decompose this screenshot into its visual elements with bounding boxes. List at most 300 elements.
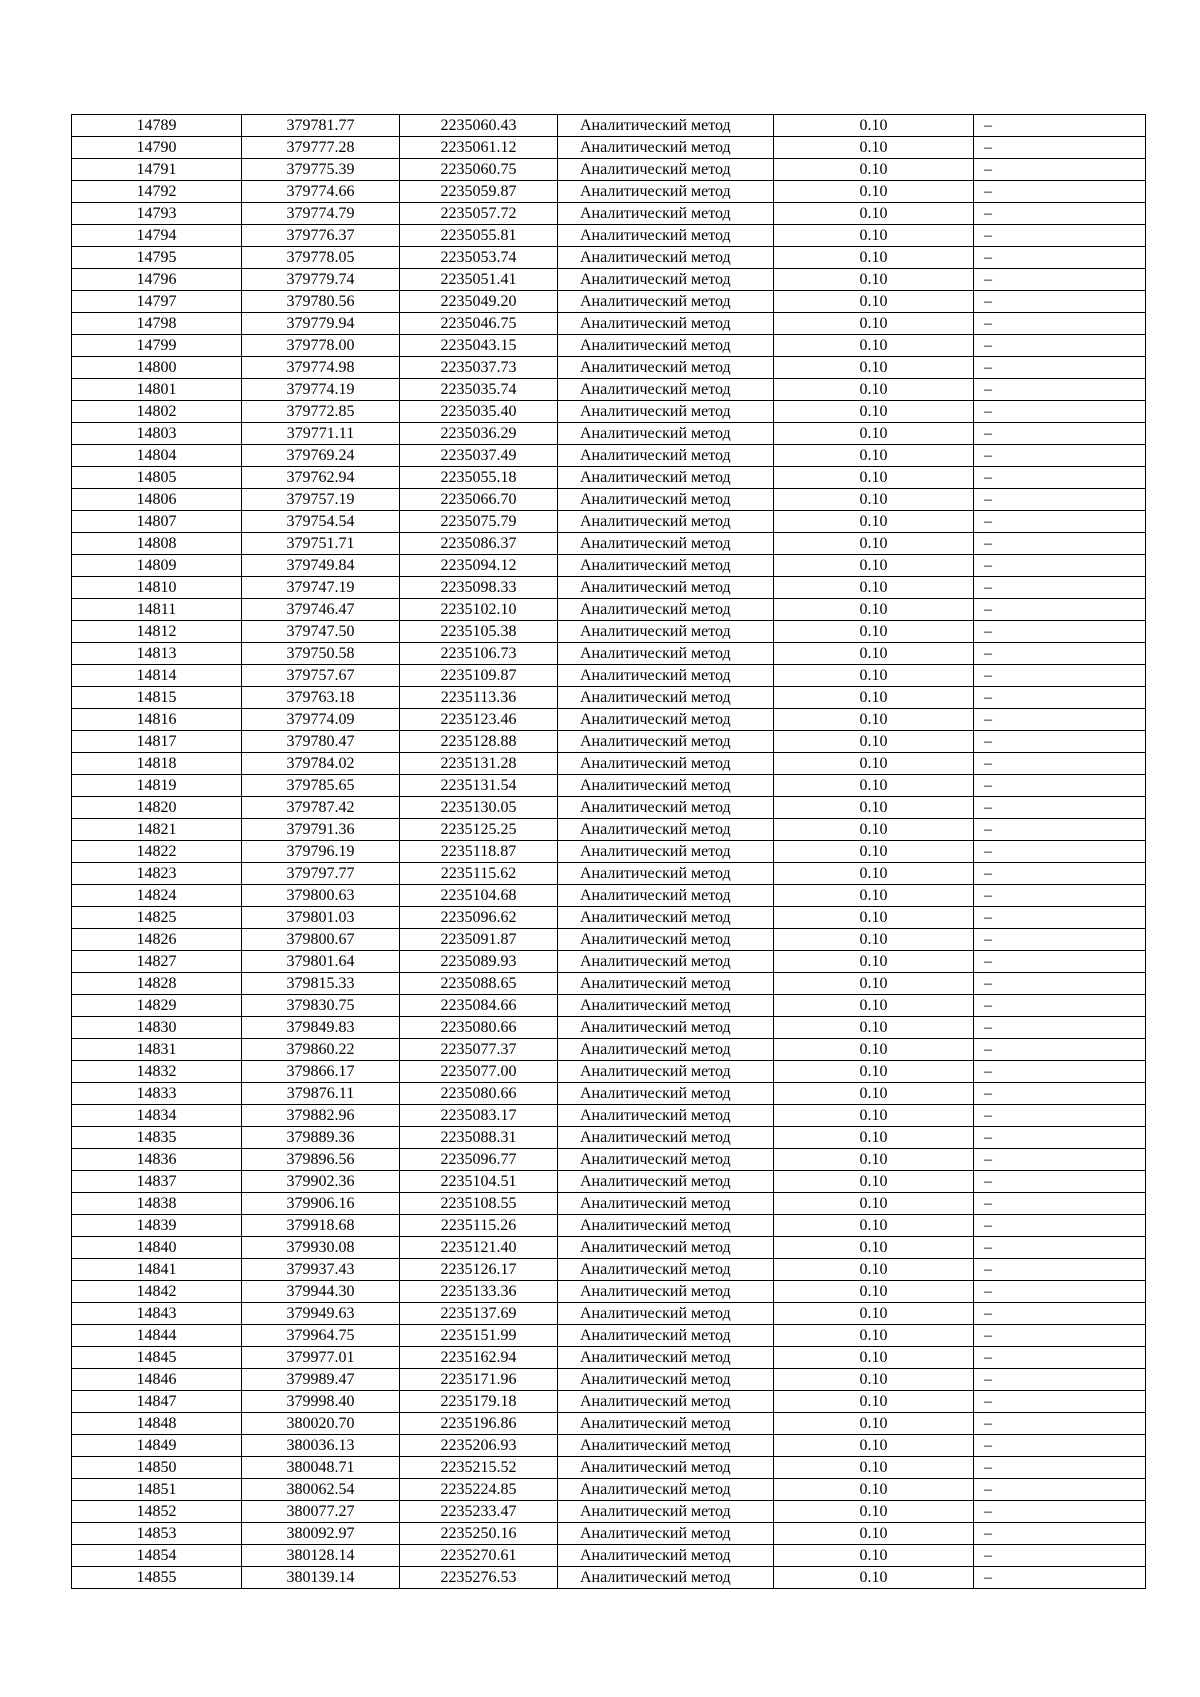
x-coordinate-cell: 379882.96 <box>242 1105 400 1127</box>
y-coordinate-cell: 2235206.93 <box>400 1435 558 1457</box>
method-cell: Аналитический метод <box>558 137 774 159</box>
note-cell: – <box>974 555 1146 577</box>
y-coordinate-cell: 2235151.99 <box>400 1325 558 1347</box>
point-number-cell: 14803 <box>72 423 242 445</box>
x-coordinate-cell: 379776.37 <box>242 225 400 247</box>
method-cell: Аналитический метод <box>558 489 774 511</box>
note-cell: – <box>974 643 1146 665</box>
table-row <box>72 1369 1146 1391</box>
method-cell: Аналитический метод <box>558 863 774 885</box>
accuracy-cell: 0.10 <box>774 929 974 951</box>
method-cell: Аналитический метод <box>558 1567 774 1589</box>
accuracy-cell: 0.10 <box>774 1567 974 1589</box>
table-row <box>72 1061 1146 1083</box>
x-coordinate-cell: 379778.05 <box>242 247 400 269</box>
method-cell: Аналитический метод <box>558 1039 774 1061</box>
x-coordinate-cell: 379801.64 <box>242 951 400 973</box>
point-number-cell: 14825 <box>72 907 242 929</box>
method-cell: Аналитический метод <box>558 797 774 819</box>
x-coordinate-cell: 380020.70 <box>242 1413 400 1435</box>
y-coordinate-cell: 2235126.17 <box>400 1259 558 1281</box>
method-cell: Аналитический метод <box>558 775 774 797</box>
x-coordinate-cell: 379777.28 <box>242 137 400 159</box>
accuracy-cell: 0.10 <box>774 357 974 379</box>
x-coordinate-cell: 379906.16 <box>242 1193 400 1215</box>
table-row <box>72 357 1146 379</box>
table-row <box>72 621 1146 643</box>
x-coordinate-cell: 379801.03 <box>242 907 400 929</box>
x-coordinate-cell: 379889.36 <box>242 1127 400 1149</box>
table-row <box>72 797 1146 819</box>
point-number-cell: 14793 <box>72 203 242 225</box>
accuracy-cell: 0.10 <box>774 1127 974 1149</box>
table-row <box>72 753 1146 775</box>
note-cell: – <box>974 1325 1146 1347</box>
accuracy-cell: 0.10 <box>774 533 974 555</box>
method-cell: Аналитический метод <box>558 1501 774 1523</box>
x-coordinate-cell: 379780.47 <box>242 731 400 753</box>
method-cell: Аналитический метод <box>558 753 774 775</box>
point-number-cell: 14804 <box>72 445 242 467</box>
table-row <box>72 1325 1146 1347</box>
note-cell: – <box>974 1017 1146 1039</box>
method-cell: Аналитический метод <box>558 1215 774 1237</box>
x-coordinate-cell: 379772.85 <box>242 401 400 423</box>
note-cell: – <box>974 1215 1146 1237</box>
accuracy-cell: 0.10 <box>774 1083 974 1105</box>
point-number-cell: 14820 <box>72 797 242 819</box>
point-number-cell: 14795 <box>72 247 242 269</box>
accuracy-cell: 0.10 <box>774 731 974 753</box>
accuracy-cell: 0.10 <box>774 203 974 225</box>
point-number-cell: 14810 <box>72 577 242 599</box>
method-cell: Аналитический метод <box>558 709 774 731</box>
accuracy-cell: 0.10 <box>774 687 974 709</box>
accuracy-cell: 0.10 <box>774 995 974 1017</box>
method-cell: Аналитический метод <box>558 445 774 467</box>
accuracy-cell: 0.10 <box>774 1391 974 1413</box>
table-row <box>72 423 1146 445</box>
point-number-cell: 14812 <box>72 621 242 643</box>
point-number-cell: 14834 <box>72 1105 242 1127</box>
y-coordinate-cell: 2235051.41 <box>400 269 558 291</box>
method-cell: Аналитический метод <box>558 467 774 489</box>
table-row <box>72 819 1146 841</box>
accuracy-cell: 0.10 <box>774 665 974 687</box>
table-row <box>72 555 1146 577</box>
point-number-cell: 14851 <box>72 1479 242 1501</box>
method-cell: Аналитический метод <box>558 291 774 313</box>
x-coordinate-cell: 379763.18 <box>242 687 400 709</box>
note-cell: – <box>974 929 1146 951</box>
point-number-cell: 14816 <box>72 709 242 731</box>
table-row <box>72 995 1146 1017</box>
accuracy-cell: 0.10 <box>774 467 974 489</box>
y-coordinate-cell: 2235036.29 <box>400 423 558 445</box>
table-row <box>72 225 1146 247</box>
y-coordinate-cell: 2235115.62 <box>400 863 558 885</box>
method-cell: Аналитический метод <box>558 929 774 951</box>
accuracy-cell: 0.10 <box>774 599 974 621</box>
x-coordinate-cell: 379787.42 <box>242 797 400 819</box>
point-number-cell: 14822 <box>72 841 242 863</box>
table-row <box>72 1479 1146 1501</box>
method-cell: Аналитический метод <box>558 247 774 269</box>
note-cell: – <box>974 907 1146 929</box>
table-row <box>72 731 1146 753</box>
table-row <box>72 687 1146 709</box>
x-coordinate-cell: 379757.67 <box>242 665 400 687</box>
note-cell: – <box>974 401 1146 423</box>
accuracy-cell: 0.10 <box>774 1105 974 1127</box>
y-coordinate-cell: 2235106.73 <box>400 643 558 665</box>
note-cell: – <box>974 445 1146 467</box>
accuracy-cell: 0.10 <box>774 621 974 643</box>
point-number-cell: 14818 <box>72 753 242 775</box>
y-coordinate-cell: 2235171.96 <box>400 1369 558 1391</box>
point-number-cell: 14828 <box>72 973 242 995</box>
note-cell: – <box>974 665 1146 687</box>
accuracy-cell: 0.10 <box>774 753 974 775</box>
method-cell: Аналитический метод <box>558 973 774 995</box>
point-number-cell: 14849 <box>72 1435 242 1457</box>
method-cell: Аналитический метод <box>558 1127 774 1149</box>
accuracy-cell: 0.10 <box>774 1413 974 1435</box>
note-cell: – <box>974 247 1146 269</box>
y-coordinate-cell: 2235128.88 <box>400 731 558 753</box>
accuracy-cell: 0.10 <box>774 1435 974 1457</box>
note-cell: – <box>974 621 1146 643</box>
y-coordinate-cell: 2235121.40 <box>400 1237 558 1259</box>
note-cell: – <box>974 511 1146 533</box>
y-coordinate-cell: 2235055.18 <box>400 467 558 489</box>
point-number-cell: 14813 <box>72 643 242 665</box>
method-cell: Аналитический метод <box>558 1017 774 1039</box>
x-coordinate-cell: 379815.33 <box>242 973 400 995</box>
table-row <box>72 643 1146 665</box>
accuracy-cell: 0.10 <box>774 137 974 159</box>
note-cell: – <box>974 709 1146 731</box>
method-cell: Аналитический метод <box>558 423 774 445</box>
note-cell: – <box>974 995 1146 1017</box>
note-cell: – <box>974 1567 1146 1589</box>
y-coordinate-cell: 2235131.28 <box>400 753 558 775</box>
x-coordinate-cell: 379949.63 <box>242 1303 400 1325</box>
table-row <box>72 467 1146 489</box>
x-coordinate-cell: 379796.19 <box>242 841 400 863</box>
y-coordinate-cell: 2235196.86 <box>400 1413 558 1435</box>
table-row <box>72 1347 1146 1369</box>
x-coordinate-cell: 379746.47 <box>242 599 400 621</box>
y-coordinate-cell: 2235130.05 <box>400 797 558 819</box>
point-number-cell: 14823 <box>72 863 242 885</box>
point-number-cell: 14840 <box>72 1237 242 1259</box>
accuracy-cell: 0.10 <box>774 489 974 511</box>
point-number-cell: 14831 <box>72 1039 242 1061</box>
y-coordinate-cell: 2235250.16 <box>400 1523 558 1545</box>
method-cell: Аналитический метод <box>558 687 774 709</box>
note-cell: – <box>974 577 1146 599</box>
method-cell: Аналитический метод <box>558 1149 774 1171</box>
table-row <box>72 1237 1146 1259</box>
method-cell: Аналитический метод <box>558 951 774 973</box>
y-coordinate-cell: 2235276.53 <box>400 1567 558 1589</box>
note-cell: – <box>974 797 1146 819</box>
method-cell: Аналитический метод <box>558 533 774 555</box>
note-cell: – <box>974 357 1146 379</box>
accuracy-cell: 0.10 <box>774 159 974 181</box>
point-number-cell: 14807 <box>72 511 242 533</box>
y-coordinate-cell: 2235105.38 <box>400 621 558 643</box>
method-cell: Аналитический метод <box>558 1303 774 1325</box>
point-number-cell: 14854 <box>72 1545 242 1567</box>
note-cell: – <box>974 1435 1146 1457</box>
table-row <box>72 511 1146 533</box>
y-coordinate-cell: 2235123.46 <box>400 709 558 731</box>
table-row <box>72 379 1146 401</box>
note-cell: – <box>974 225 1146 247</box>
x-coordinate-cell: 379749.84 <box>242 555 400 577</box>
table-row <box>72 291 1146 313</box>
point-number-cell: 14830 <box>72 1017 242 1039</box>
x-coordinate-cell: 379774.79 <box>242 203 400 225</box>
point-number-cell: 14806 <box>72 489 242 511</box>
method-cell: Аналитический метод <box>558 1281 774 1303</box>
accuracy-cell: 0.10 <box>774 841 974 863</box>
accuracy-cell: 0.10 <box>774 1039 974 1061</box>
coordinates-table-body <box>72 115 1146 1589</box>
table-row <box>72 1127 1146 1149</box>
method-cell: Аналитический метод <box>558 511 774 533</box>
method-cell: Аналитический метод <box>558 181 774 203</box>
note-cell: – <box>974 863 1146 885</box>
note-cell: – <box>974 1061 1146 1083</box>
accuracy-cell: 0.10 <box>774 1259 974 1281</box>
point-number-cell: 14827 <box>72 951 242 973</box>
point-number-cell: 14805 <box>72 467 242 489</box>
y-coordinate-cell: 2235055.81 <box>400 225 558 247</box>
y-coordinate-cell: 2235088.31 <box>400 1127 558 1149</box>
method-cell: Аналитический метод <box>558 1237 774 1259</box>
method-cell: Аналитический метод <box>558 907 774 929</box>
accuracy-cell: 0.10 <box>774 401 974 423</box>
point-number-cell: 14836 <box>72 1149 242 1171</box>
method-cell: Аналитический метод <box>558 599 774 621</box>
point-number-cell: 14824 <box>72 885 242 907</box>
table-row <box>72 1193 1146 1215</box>
accuracy-cell: 0.10 <box>774 115 974 137</box>
x-coordinate-cell: 379775.39 <box>242 159 400 181</box>
note-cell: – <box>974 1193 1146 1215</box>
x-coordinate-cell: 379785.65 <box>242 775 400 797</box>
x-coordinate-cell: 379998.40 <box>242 1391 400 1413</box>
note-cell: – <box>974 181 1146 203</box>
y-coordinate-cell: 2235060.43 <box>400 115 558 137</box>
method-cell: Аналитический метод <box>558 621 774 643</box>
method-cell: Аналитический метод <box>558 819 774 841</box>
x-coordinate-cell: 379918.68 <box>242 1215 400 1237</box>
table-row <box>72 1017 1146 1039</box>
point-number-cell: 14839 <box>72 1215 242 1237</box>
accuracy-cell: 0.10 <box>774 1303 974 1325</box>
note-cell: – <box>974 973 1146 995</box>
y-coordinate-cell: 2235094.12 <box>400 555 558 577</box>
x-coordinate-cell: 379771.11 <box>242 423 400 445</box>
accuracy-cell: 0.10 <box>774 423 974 445</box>
x-coordinate-cell: 379944.30 <box>242 1281 400 1303</box>
x-coordinate-cell: 379750.58 <box>242 643 400 665</box>
x-coordinate-cell: 379860.22 <box>242 1039 400 1061</box>
note-cell: – <box>974 1479 1146 1501</box>
x-coordinate-cell: 379774.09 <box>242 709 400 731</box>
table-row <box>72 1391 1146 1413</box>
note-cell: – <box>974 1149 1146 1171</box>
note-cell: – <box>974 291 1146 313</box>
point-number-cell: 14799 <box>72 335 242 357</box>
method-cell: Аналитический метод <box>558 1435 774 1457</box>
accuracy-cell: 0.10 <box>774 577 974 599</box>
note-cell: – <box>974 1501 1146 1523</box>
method-cell: Аналитический метод <box>558 335 774 357</box>
method-cell: Аналитический метод <box>558 1523 774 1545</box>
note-cell: – <box>974 137 1146 159</box>
table-row <box>72 445 1146 467</box>
note-cell: – <box>974 115 1146 137</box>
accuracy-cell: 0.10 <box>774 555 974 577</box>
note-cell: – <box>974 687 1146 709</box>
y-coordinate-cell: 2235137.69 <box>400 1303 558 1325</box>
x-coordinate-cell: 379866.17 <box>242 1061 400 1083</box>
y-coordinate-cell: 2235102.10 <box>400 599 558 621</box>
point-number-cell: 14789 <box>72 115 242 137</box>
method-cell: Аналитический метод <box>558 313 774 335</box>
method-cell: Аналитический метод <box>558 1479 774 1501</box>
y-coordinate-cell: 2235077.37 <box>400 1039 558 1061</box>
y-coordinate-cell: 2235075.79 <box>400 511 558 533</box>
y-coordinate-cell: 2235113.36 <box>400 687 558 709</box>
accuracy-cell: 0.10 <box>774 907 974 929</box>
point-number-cell: 14800 <box>72 357 242 379</box>
point-number-cell: 14794 <box>72 225 242 247</box>
x-coordinate-cell: 379781.77 <box>242 115 400 137</box>
note-cell: – <box>974 335 1146 357</box>
x-coordinate-cell: 380139.14 <box>242 1567 400 1589</box>
note-cell: – <box>974 1347 1146 1369</box>
table-row <box>72 335 1146 357</box>
x-coordinate-cell: 379757.19 <box>242 489 400 511</box>
y-coordinate-cell: 2235224.85 <box>400 1479 558 1501</box>
note-cell: – <box>974 885 1146 907</box>
y-coordinate-cell: 2235083.17 <box>400 1105 558 1127</box>
table-row <box>72 885 1146 907</box>
y-coordinate-cell: 2235108.55 <box>400 1193 558 1215</box>
accuracy-cell: 0.10 <box>774 1545 974 1567</box>
table-row <box>72 181 1146 203</box>
point-number-cell: 14801 <box>72 379 242 401</box>
point-number-cell: 14843 <box>72 1303 242 1325</box>
method-cell: Аналитический метод <box>558 401 774 423</box>
y-coordinate-cell: 2235084.66 <box>400 995 558 1017</box>
x-coordinate-cell: 380077.27 <box>242 1501 400 1523</box>
point-number-cell: 14790 <box>72 137 242 159</box>
x-coordinate-cell: 380048.71 <box>242 1457 400 1479</box>
x-coordinate-cell: 379830.75 <box>242 995 400 1017</box>
x-coordinate-cell: 379784.02 <box>242 753 400 775</box>
method-cell: Аналитический метод <box>558 1083 774 1105</box>
x-coordinate-cell: 379989.47 <box>242 1369 400 1391</box>
note-cell: – <box>974 841 1146 863</box>
note-cell: – <box>974 951 1146 973</box>
y-coordinate-cell: 2235089.93 <box>400 951 558 973</box>
x-coordinate-cell: 379800.63 <box>242 885 400 907</box>
point-number-cell: 14811 <box>72 599 242 621</box>
accuracy-cell: 0.10 <box>774 379 974 401</box>
point-number-cell: 14798 <box>72 313 242 335</box>
method-cell: Аналитический метод <box>558 665 774 687</box>
point-number-cell: 14842 <box>72 1281 242 1303</box>
method-cell: Аналитический метод <box>558 1391 774 1413</box>
table-row <box>72 863 1146 885</box>
y-coordinate-cell: 2235233.47 <box>400 1501 558 1523</box>
point-number-cell: 14835 <box>72 1127 242 1149</box>
y-coordinate-cell: 2235118.87 <box>400 841 558 863</box>
method-cell: Аналитический метод <box>558 1413 774 1435</box>
table-row <box>72 577 1146 599</box>
accuracy-cell: 0.10 <box>774 313 974 335</box>
table-row <box>72 159 1146 181</box>
y-coordinate-cell: 2235046.75 <box>400 313 558 335</box>
note-cell: – <box>974 1391 1146 1413</box>
method-cell: Аналитический метод <box>558 555 774 577</box>
point-number-cell: 14796 <box>72 269 242 291</box>
y-coordinate-cell: 2235096.62 <box>400 907 558 929</box>
table-row <box>72 533 1146 555</box>
point-number-cell: 14792 <box>72 181 242 203</box>
table-row <box>72 1435 1146 1457</box>
x-coordinate-cell: 379779.74 <box>242 269 400 291</box>
y-coordinate-cell: 2235133.36 <box>400 1281 558 1303</box>
note-cell: – <box>974 1237 1146 1259</box>
y-coordinate-cell: 2235096.77 <box>400 1149 558 1171</box>
accuracy-cell: 0.10 <box>774 1325 974 1347</box>
x-coordinate-cell: 379876.11 <box>242 1083 400 1105</box>
y-coordinate-cell: 2235035.40 <box>400 401 558 423</box>
y-coordinate-cell: 2235215.52 <box>400 1457 558 1479</box>
table-row <box>72 401 1146 423</box>
table-row <box>72 1259 1146 1281</box>
note-cell: – <box>974 775 1146 797</box>
x-coordinate-cell: 379747.50 <box>242 621 400 643</box>
accuracy-cell: 0.10 <box>774 863 974 885</box>
y-coordinate-cell: 2235061.12 <box>400 137 558 159</box>
accuracy-cell: 0.10 <box>774 1017 974 1039</box>
accuracy-cell: 0.10 <box>774 973 974 995</box>
note-cell: – <box>974 1303 1146 1325</box>
x-coordinate-cell: 379896.56 <box>242 1149 400 1171</box>
table-row <box>72 1545 1146 1567</box>
x-coordinate-cell: 379902.36 <box>242 1171 400 1193</box>
point-number-cell: 14808 <box>72 533 242 555</box>
x-coordinate-cell: 379754.54 <box>242 511 400 533</box>
note-cell: – <box>974 379 1146 401</box>
note-cell: – <box>974 1413 1146 1435</box>
table-row <box>72 115 1146 137</box>
accuracy-cell: 0.10 <box>774 951 974 973</box>
table-row <box>72 1149 1146 1171</box>
y-coordinate-cell: 2235053.74 <box>400 247 558 269</box>
table-row <box>72 599 1146 621</box>
note-cell: – <box>974 1171 1146 1193</box>
